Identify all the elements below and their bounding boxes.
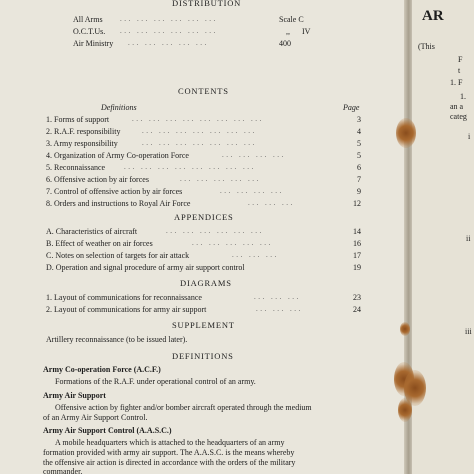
definition-text: formation provided with army air support. The A.A.S.C. is the means whereby [43,448,295,457]
definition-text: Formations of the R.A.F. under operational control of an army. [55,377,256,386]
definition-text: A mobile headquarters which is attached to the headquarters of an army [55,438,285,447]
leader-dots: ... ... ... ... ... ... ... [142,127,257,135]
facing-page-text: 1. [460,92,466,101]
contents-page: 4 [357,127,361,136]
definition-text: commander. [43,467,83,474]
contents-item: 3. Army responsibility [46,139,118,148]
definition-text: of an Army Air Support Control. [43,413,148,422]
leader-dots: ... ... ... ... ... [128,39,209,47]
diagram-item: 1. Layout of communications for reconnaissance [46,293,202,302]
facing-page-text: F [458,55,463,64]
facing-page-text: ii [466,234,471,243]
appendix-item: A. Characteristics of aircraft [46,227,138,236]
contents-item: 6. Offensive action by air forces [46,175,149,184]
distribution-label: O.C.T.Us. [73,27,106,36]
contents-item: 4. Organization of Army Co-operation Force [46,151,189,160]
leader-dots: ... ... ... ... ... ... [120,15,218,23]
distribution-label: Air Ministry [73,39,114,48]
diagram-page: 23 [353,293,361,302]
facing-page-text: 1. F [450,78,463,87]
facing-page-text: an a [450,102,464,111]
contents-col-page: Page [343,103,360,112]
ditto-mark: ,, [286,27,290,36]
appendix-page: 14 [353,227,361,236]
supplement-heading: SUPPLEMENT [172,320,235,330]
contents-item: 7. Control of offensive action by air forces [46,187,183,196]
facing-page-title: AR [422,8,444,24]
contents-page: 12 [353,199,361,208]
contents-col-definitions: Definitions [101,103,137,112]
distribution-value: IV [302,27,311,36]
leader-dots: ... ... ... ... ... ... ... ... [132,115,264,123]
appendix-page: 17 [353,251,361,260]
contents-heading: CONTENTS [178,86,229,96]
leader-dots: ... ... ... ... ... ... [166,227,264,235]
stain [400,322,410,336]
facing-page-text: categ [450,112,467,121]
definition-term: Army Air Support [43,391,106,400]
facing-page-text: iii [465,327,472,336]
leader-dots: ... ... ... ... ... [180,175,261,183]
distribution-value: Scale C [279,15,304,24]
definition-text: the offensive air action is directed in accordance with the orders of the military [43,458,296,467]
definition-term: Army Co-operation Force (A.C.F.) [43,365,161,374]
leader-dots: ... ... ... ... ... ... [120,27,218,35]
supplement-text: Artillery reconnaissance (to be issued later). [46,335,188,344]
appendices-heading: APPENDICES [174,212,234,222]
contents-page: 9 [357,187,361,196]
facing-page-text: t [458,66,461,75]
appendix-page: 16 [353,239,361,248]
definitions-heading: DEFINITIONS [172,351,234,361]
contents-page: 3 [357,115,361,124]
facing-page-text: i [468,132,471,141]
contents-item: 8. Orders and instructions to Royal Air Force [46,199,191,208]
definition-term: Army Air Support Control (A.A.S.C.) [43,426,172,435]
diagrams-heading: DIAGRAMS [180,278,232,288]
contents-item: 1. Forms of support [46,115,110,124]
leader-dots: ... ... ... ... [222,151,286,159]
contents-item: 2. R.A.F. responsibility [46,127,121,136]
distribution-heading: DISTRIBUTION [172,0,242,8]
diagram-item: 2. Layout of communications for army air support [46,305,207,314]
appendix-item: D. Operation and signal procedure of army air support control [46,263,245,272]
diagram-page: 24 [353,305,361,314]
contents-page: 5 [357,151,361,160]
stain [398,398,412,422]
contents-item: 5. Reconnaissance [46,163,106,172]
appendix-page: 19 [353,263,361,272]
leader-dots: ... ... ... [232,251,279,259]
leader-dots: ... ... ... [254,293,301,301]
leader-dots: ... ... ... ... [220,187,284,195]
leader-dots: ... ... ... [248,199,295,207]
contents-page: 7 [357,175,361,184]
leader-dots: ... ... ... [256,305,303,313]
definition-text: Offensive action by fighter and/or bomber aircraft operated through the medium [55,403,312,412]
contents-page: 6 [357,163,361,172]
stain [396,118,416,148]
leader-dots: ... ... ... ... ... ... ... ... [124,163,256,171]
leader-dots: ... ... ... ... ... ... ... [142,139,257,147]
appendix-item: B. Effect of weather on air forces [46,239,153,248]
right-page [412,0,474,474]
distribution-label: All Arms [73,15,103,24]
contents-page: 5 [357,139,361,148]
appendix-item: C. Notes on selection of targets for air attack [46,251,190,260]
facing-page-text: (This [418,42,435,51]
distribution-value: 400 [279,39,291,48]
leader-dots: ... ... ... ... ... [192,239,273,247]
